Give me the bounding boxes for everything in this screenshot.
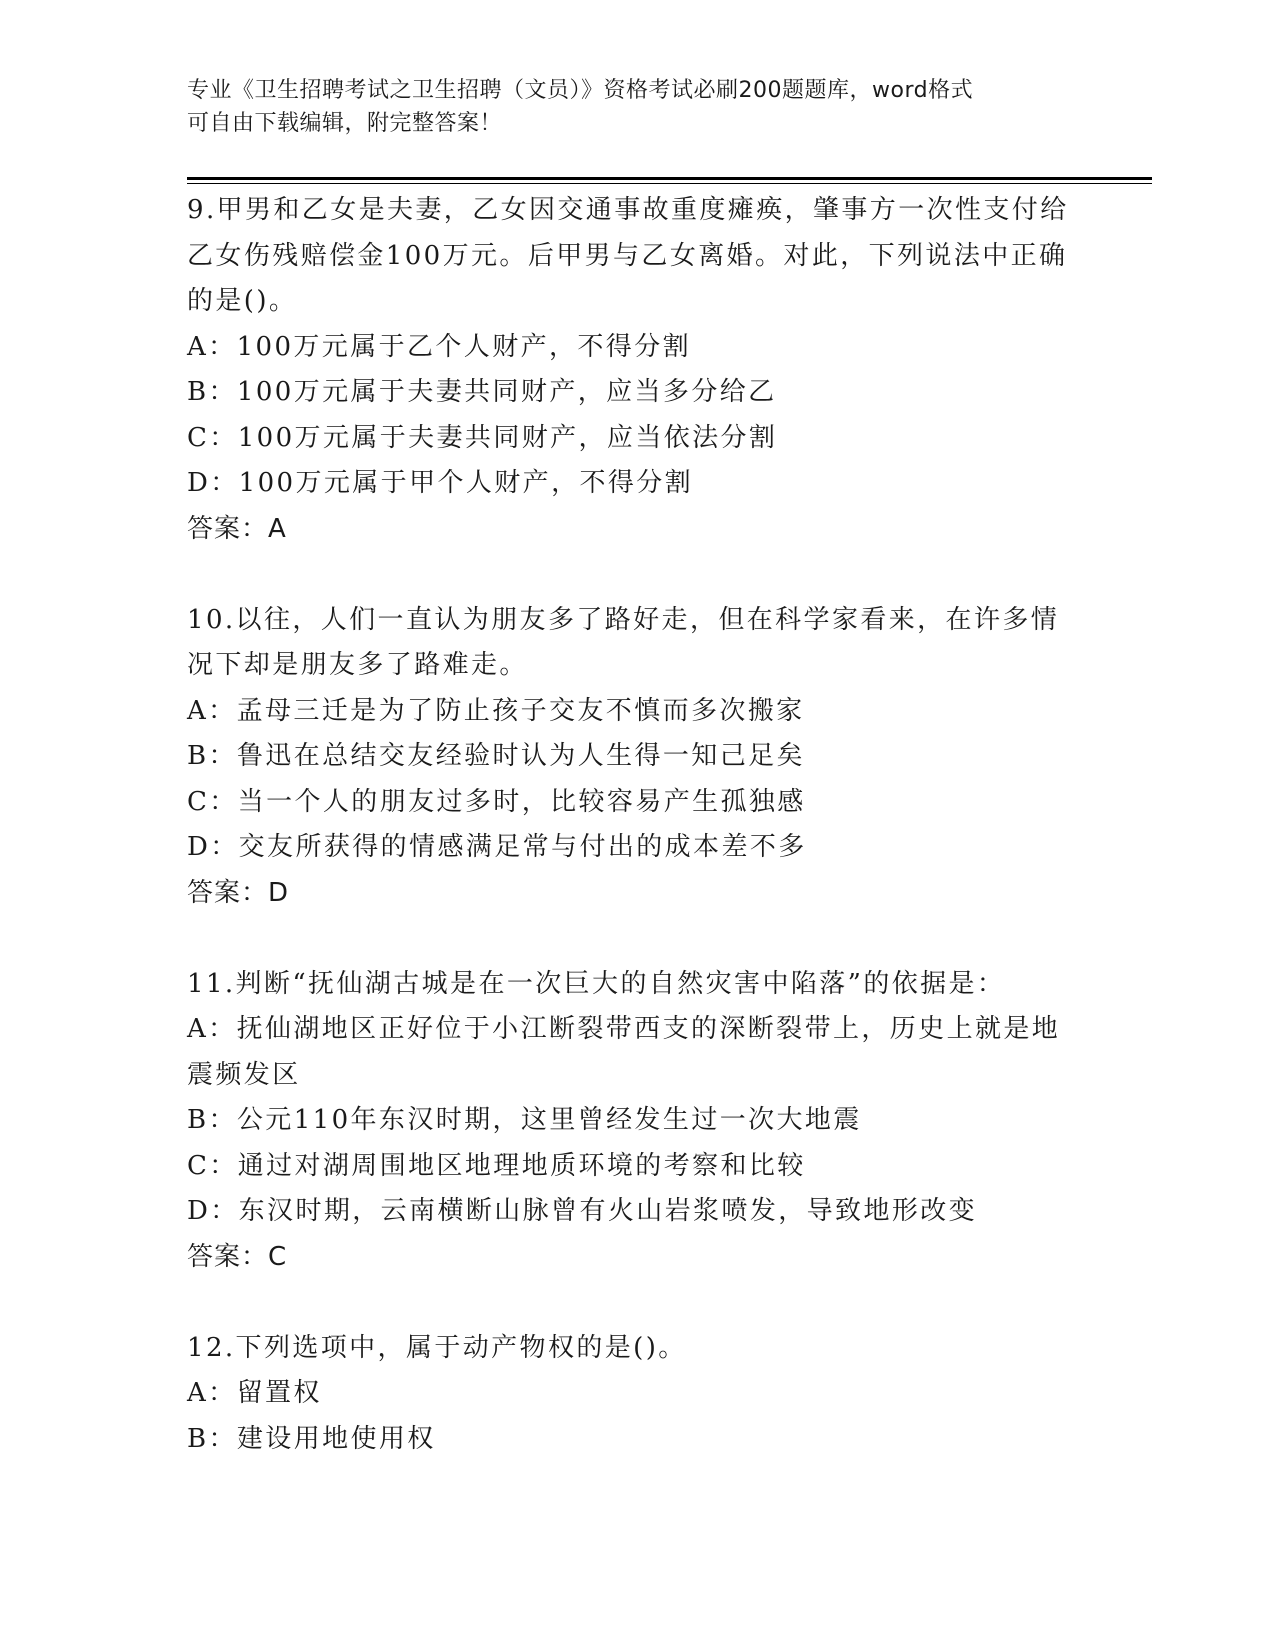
question-block-12 xyxy=(187,1326,1087,1463)
option-d: D：100万元属于甲个人财产，不得分割 xyxy=(187,468,694,498)
option-a: A：孟母三迁是为了防止孩子交友不慎而多次搬家 xyxy=(187,695,805,726)
answer-line: 答案：C xyxy=(187,1241,288,1272)
question-stem: 11.判断“抚仙湖古城是在一次巨大的自然灾害中陷落”的依据是： xyxy=(187,968,1006,999)
option-b: B：建设用地使用权 xyxy=(187,1423,436,1454)
option-c: C：100万元属于夫妻共同财产，应当依法分割 xyxy=(187,422,778,453)
option-a: A：留置权 xyxy=(187,1378,322,1408)
question-list xyxy=(187,188,1087,1462)
question-stem: 10.以往，人们一直认为朋友多了路好走，但在科学家看来，在许多情况下却是朋友多了路难走。 xyxy=(187,604,1060,680)
answer-line: 答案：D xyxy=(187,877,290,908)
question-spacer xyxy=(187,1280,1087,1326)
header-title-line-1: 专业《卫生招聘考试之卫生招聘（文员）》资格考试必刷200题题库，word格式 xyxy=(187,78,974,103)
question-block-11 xyxy=(187,962,1087,1281)
option-a: A：100万元属于乙个人财产，不得分割 xyxy=(187,331,692,362)
header-divider-thick xyxy=(187,177,1152,180)
answer-line: 答案：A xyxy=(187,513,287,544)
question-stem: 9.甲男和乙女是夫妻，乙女因交通事故重度瘫痪，肇事方一次性支付给乙女伤残赔偿金100万元。后甲男与乙女离婚。对此，下列说法中正确的是()。 xyxy=(187,195,1069,316)
option-a: A：抚仙湖地区正好位于小江断裂带西支的深断裂带上，历史上就是地震频发区 xyxy=(187,1014,1061,1090)
option-b: B：鲁迅在总结交友经验时认为人生得一知己足矣 xyxy=(187,741,805,771)
option-c: C：通过对湖周围地区地理地质环境的考察和比较 xyxy=(187,1150,806,1181)
question-block-10 xyxy=(187,598,1087,917)
option-b: B：公元110年东汉时期，这里曾经发生过一次大地震 xyxy=(187,1105,862,1135)
question-stem: 12.下列选项中，属于动产物权的是()。 xyxy=(187,1332,687,1363)
question-spacer xyxy=(187,552,1087,598)
option-c: C：当一个人的朋友过多时，比较容易产生孤独感 xyxy=(187,786,806,817)
option-d: D：交友所获得的情感满足常与付出的成本差不多 xyxy=(187,832,807,862)
option-d: D：东汉时期，云南横断山脉曾有火山岩浆喷发，导致地形改变 xyxy=(187,1196,978,1226)
header-divider-thin xyxy=(187,183,1152,184)
question-block-9 xyxy=(187,188,1087,552)
question-spacer xyxy=(187,916,1087,962)
header-title-line-2: 可自由下载编辑，附完整答案！ xyxy=(187,111,503,136)
document-header xyxy=(187,74,1067,140)
option-b: B：100万元属于夫妻共同财产，应当多分给乙 xyxy=(187,377,777,407)
